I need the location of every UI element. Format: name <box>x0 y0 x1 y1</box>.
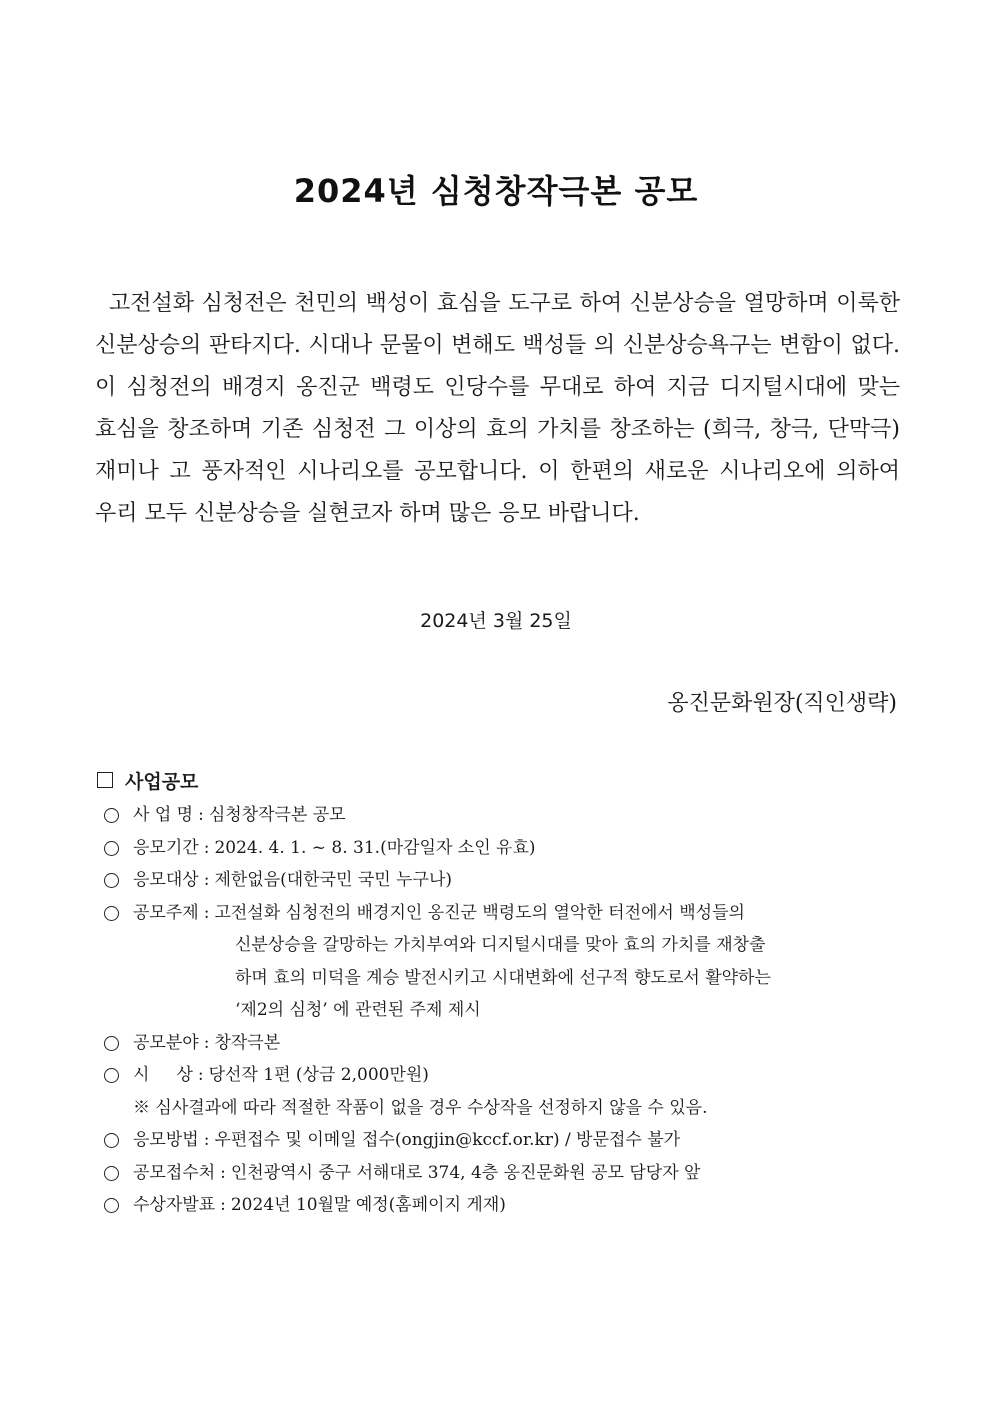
item-value: 우편접수 및 이메일 접수(ongjin@kccf.or.kr) / 방문접수 불가 <box>214 1130 681 1150</box>
item-label: 공모분야 <box>133 1032 199 1053</box>
item-announce <box>95 1189 905 1222</box>
colon: : <box>203 1032 210 1053</box>
colon: : <box>197 1065 204 1085</box>
document-date: 2024년 3월 25일 <box>420 610 572 632</box>
colon: : <box>220 1195 226 1215</box>
item-period <box>95 832 905 865</box>
intro-line: 열망하며 이룩한 신분상승의 판타지다. 시대나 문물이 변해도 백성들 <box>95 291 900 358</box>
intro-line: 고전설화 심청전은 천민의 백성이 효심을 도구로 하여 신분상승을 <box>109 291 737 316</box>
intro-line: 고 풍자적인 시나리오를 공모합니다. 이 한편의 새로운 시나리오에 <box>169 459 826 484</box>
item-label: 응모기간 <box>133 837 199 858</box>
theme-line: 하며 효의 미덕을 계승 발전시키고 시대변화에 선구적 향도로서 활약하는 <box>235 967 771 988</box>
item-value: 인천광역시 중구 서해대로 374, 4층 옹진문화원 공모 담당자 앞 <box>230 1162 701 1183</box>
business-section <box>95 765 905 1222</box>
colon: : <box>203 870 210 890</box>
item-label: 시 상 <box>133 1065 193 1085</box>
section-heading <box>95 765 905 795</box>
signature: 옹진문화원장(직인생략) <box>667 691 897 716</box>
circle-bullet-icon <box>104 1133 119 1148</box>
section-heading-text: 사업공모 <box>125 770 199 793</box>
circle-bullet-icon <box>104 1036 119 1051</box>
square-bullet-icon <box>97 772 113 788</box>
circle-bullet-icon <box>104 1198 119 1213</box>
theme-line: 고전설화 심청전의 배경지인 옹진군 백령도의 열악한 터전에서 백성들의 <box>214 902 745 923</box>
prize-note: ※ 심사결과에 따라 적절한 작품이 없을 경우 수상작을 선정하지 않을 수 있음. <box>133 1097 708 1118</box>
item-value: 제한없음(대한국민 국민 누구나) <box>214 870 452 890</box>
circle-bullet-icon <box>104 1068 119 1083</box>
document-title: 2024년 심청창작극본 공모 <box>293 172 699 210</box>
item-prize <box>95 1059 905 1092</box>
intro-line: 심청전 그 이상의 효의 가치를 창조하는 (희극, 창극, 단막극) 재미나 <box>95 417 900 484</box>
intro-line: 의 신분상승욕구는 변함이 없다. 이 심청전의 배경지 옹진군 백령도 <box>95 333 900 400</box>
item-theme <box>95 897 905 930</box>
item-field <box>95 1027 905 1060</box>
circle-bullet-icon <box>104 873 119 888</box>
item-value: 2024년 10월말 예정(홈페이지 게재) <box>230 1195 506 1215</box>
item-value: 심청창작극본 공모 <box>208 805 346 825</box>
colon: : <box>220 1162 226 1183</box>
item-label: 공모주제 <box>133 902 199 923</box>
colon: : <box>203 1130 210 1150</box>
item-label: 공모접수처 <box>133 1162 216 1183</box>
circle-bullet-icon <box>104 1166 119 1181</box>
colon: : <box>198 805 204 825</box>
circle-bullet-icon <box>104 808 119 823</box>
theme-line: 신분상승을 갈망하는 가치부여와 디지털시대를 맞아 효의 가치를 재창출 <box>235 935 766 955</box>
item-value: 2024. 4. 1. ~ 8. 31.(마감일자 소인 유효) <box>214 837 536 858</box>
item-address <box>95 1157 905 1190</box>
intro-paragraph <box>95 283 900 535</box>
item-label: 사 업 명 <box>133 805 194 825</box>
section-items <box>95 799 905 1222</box>
item-label: 응모대상 <box>133 870 199 890</box>
item-label: 수상자발표 <box>133 1195 216 1215</box>
colon: : <box>203 902 210 923</box>
theme-line: ‘제2의 심청’ 에 관련된 주제 제시 <box>235 1000 481 1020</box>
item-method <box>95 1124 905 1157</box>
item-target <box>95 864 905 897</box>
item-name <box>95 799 905 832</box>
item-value <box>214 897 905 930</box>
circle-bullet-icon <box>104 841 119 856</box>
intro-line: 의하여 우리 모두 신분상승을 실현코자 하며 많은 응모 바랍니다. <box>95 459 900 526</box>
item-label: 응모방법 <box>133 1130 199 1150</box>
item-value: 창작극본 <box>214 1032 281 1053</box>
circle-bullet-icon <box>104 906 119 921</box>
colon: : <box>203 837 210 858</box>
item-value: 당선작 1편 (상금 2,000만원) <box>208 1065 429 1085</box>
intro-line: 인당수를 무대로 하여 지금 디지털시대에 맞는 효심을 창조하며 기존 <box>95 375 900 442</box>
